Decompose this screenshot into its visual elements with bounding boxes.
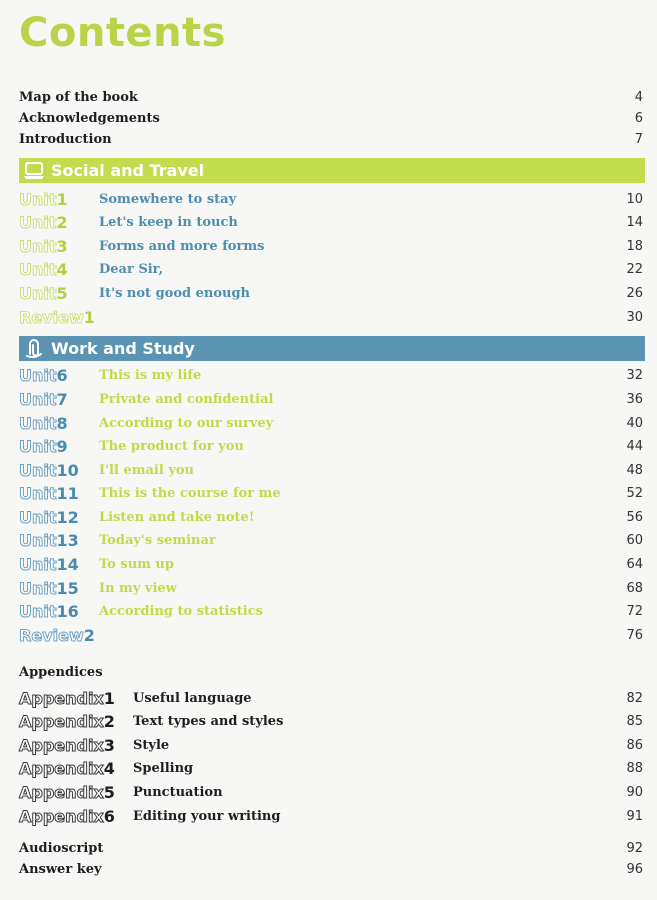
appendix-label: [19, 783, 133, 802]
toc-entry-unit-5[interactable]: [19, 283, 643, 303]
toc-entry-audioscript[interactable]: [19, 838, 643, 858]
toc-entry-unit-14[interactable]: [19, 554, 643, 574]
toc-entry-appendix-5[interactable]: [19, 782, 643, 802]
page-number: 30: [626, 309, 643, 325]
page-number: 92: [626, 840, 643, 856]
paperclip-icon: [23, 339, 45, 359]
appendix-number: 1: [103, 688, 115, 708]
unit-word: Unit: [19, 365, 57, 385]
appendix-word: Appendix: [19, 806, 104, 826]
unit-title: Somewhere to stay: [99, 191, 237, 207]
page-number: 72: [626, 603, 643, 619]
page-number: 4: [634, 89, 643, 105]
unit-label: [19, 437, 99, 456]
appendix-title: Spelling: [133, 760, 194, 776]
unit-number: 10: [56, 460, 79, 480]
unit-word: Unit: [19, 483, 57, 503]
unit-title: To sum up: [99, 556, 174, 572]
page-number: 32: [626, 367, 643, 383]
toc-entry-unit-16[interactable]: [19, 601, 643, 621]
unit-number: 5: [56, 283, 68, 303]
unit-word: Unit: [19, 554, 57, 574]
entry-label: Map of the book: [19, 89, 138, 105]
unit-title: Let's keep in touch: [99, 214, 238, 230]
appendix-label: [19, 759, 133, 778]
unit-number: 2: [56, 212, 68, 232]
unit-label: [19, 260, 99, 279]
appendix-word: Appendix: [19, 735, 104, 755]
appendix-label: [19, 689, 133, 708]
unit-word: Unit: [19, 236, 57, 256]
page-number: 22: [626, 261, 643, 277]
toc-entry-unit-13[interactable]: [19, 530, 643, 550]
toc-entry-appendix-3[interactable]: [19, 735, 643, 755]
appendix-word: Appendix: [19, 758, 104, 778]
page-number: 60: [626, 532, 643, 548]
unit-title: Private and confidential: [99, 391, 274, 407]
unit-word: Unit: [19, 507, 57, 527]
page-number: 10: [626, 191, 643, 207]
appendix-title: Useful language: [133, 690, 252, 706]
unit-word: Unit: [19, 578, 57, 598]
toc-entry-appendix-1[interactable]: [19, 688, 643, 708]
toc-entry-unit-10[interactable]: [19, 460, 643, 480]
appendix-label: [19, 807, 133, 826]
unit-word: Unit: [19, 413, 57, 433]
appendix-label: [19, 736, 133, 755]
page-number: 64: [626, 556, 643, 572]
page-number: 48: [626, 462, 643, 478]
section-title: Social and Travel: [51, 161, 205, 180]
unit-title: This is my life: [99, 367, 202, 383]
unit-title: The product for you: [99, 438, 244, 454]
appendix-number: 4: [103, 758, 115, 778]
page-number: 91: [626, 808, 643, 824]
review-number: 1: [83, 307, 95, 327]
appendix-title: Punctuation: [133, 784, 223, 800]
unit-title: This is the course for me: [99, 485, 281, 501]
page-number: 52: [626, 485, 643, 501]
unit-title: It's not good enough: [99, 285, 250, 301]
section-title: Work and Study: [51, 339, 195, 358]
entry-label: Audioscript: [19, 840, 104, 856]
unit-label: [19, 213, 99, 232]
page-title: Contents: [19, 10, 226, 56]
appendix-number: 3: [103, 735, 115, 755]
entry-label: Introduction: [19, 131, 112, 147]
page-number: 14: [626, 214, 643, 230]
appendix-word: Appendix: [19, 688, 104, 708]
toc-entry-acknowledgements[interactable]: [19, 108, 643, 128]
toc-entry-unit-7[interactable]: [19, 389, 643, 409]
unit-word: Unit: [19, 283, 57, 303]
unit-number: 13: [56, 530, 79, 550]
toc-entry-unit-4[interactable]: [19, 259, 643, 279]
appendix-number: 2: [103, 711, 115, 731]
unit-label: [19, 284, 99, 303]
toc-entry-unit-8[interactable]: [19, 413, 643, 433]
unit-word: Unit: [19, 189, 57, 209]
unit-title: Dear Sir,: [99, 261, 164, 277]
appendix-word: Appendix: [19, 782, 104, 802]
review-label: [19, 308, 99, 327]
page-number: 85: [626, 713, 643, 729]
unit-label: [19, 237, 99, 256]
unit-number: 7: [56, 389, 68, 409]
unit-number: 14: [56, 554, 79, 574]
unit-title: In my view: [99, 580, 177, 596]
unit-label: [19, 461, 99, 480]
laptop-icon: [23, 161, 45, 181]
appendix-label: [19, 712, 133, 731]
unit-number: 12: [56, 507, 79, 527]
unit-title: According to our survey: [99, 415, 274, 431]
unit-number: 9: [56, 436, 68, 456]
page-number: 6: [634, 110, 643, 126]
toc-entry-appendix-6[interactable]: [19, 806, 643, 826]
entry-label: Answer key: [19, 861, 102, 877]
appendix-title: Style: [133, 737, 170, 753]
page-number: 18: [626, 238, 643, 254]
unit-label: [19, 508, 99, 527]
unit-number: 16: [56, 601, 79, 621]
review-number: 2: [83, 625, 95, 645]
unit-word: Unit: [19, 436, 57, 456]
toc-entry-unit-3[interactable]: [19, 236, 643, 256]
toc-entry-unit-12[interactable]: [19, 507, 643, 527]
unit-label: [19, 366, 99, 385]
unit-word: Unit: [19, 530, 57, 550]
toc-entry-unit-15[interactable]: [19, 578, 643, 598]
section-heading-social-travel: [19, 158, 645, 183]
unit-label: [19, 579, 99, 598]
review-word: Review: [19, 307, 84, 327]
unit-label: [19, 190, 99, 209]
toc-entry-unit-11[interactable]: [19, 483, 643, 503]
toc-entry-unit-6[interactable]: [19, 365, 643, 385]
unit-number: 15: [56, 578, 79, 598]
page-number: 7: [634, 131, 643, 147]
toc-entry-unit-1[interactable]: [19, 189, 643, 209]
appendix-title: Text types and styles: [133, 713, 284, 729]
unit-number: 6: [56, 365, 68, 385]
appendices-heading: Appendices: [19, 665, 103, 680]
page-number: 82: [626, 690, 643, 706]
unit-word: Unit: [19, 259, 57, 279]
toc-entry-appendix-2[interactable]: [19, 711, 643, 731]
unit-title: Listen and take note!: [99, 509, 255, 525]
unit-label: [19, 555, 99, 574]
review-label: [19, 626, 99, 645]
unit-number: 8: [56, 413, 68, 433]
unit-label: [19, 414, 99, 433]
page-number: 96: [626, 861, 643, 877]
appendix-number: 6: [103, 806, 115, 826]
page-number: 88: [626, 760, 643, 776]
unit-word: Unit: [19, 601, 57, 621]
unit-title: I'll email you: [99, 462, 194, 478]
page-number: 36: [626, 391, 643, 407]
unit-number: 4: [56, 259, 68, 279]
page-number: 68: [626, 580, 643, 596]
unit-label: [19, 531, 99, 550]
page-number: 90: [626, 784, 643, 800]
page-number: 86: [626, 737, 643, 753]
unit-word: Unit: [19, 460, 57, 480]
toc-entry-review-1[interactable]: [19, 307, 643, 327]
page-number: 26: [626, 285, 643, 301]
toc-entry-review-2[interactable]: [19, 625, 643, 645]
page-number: 76: [626, 627, 643, 643]
toc-entry-answer-key[interactable]: [19, 859, 643, 879]
page-number: 40: [626, 415, 643, 431]
unit-label: [19, 484, 99, 503]
unit-title: Today's seminar: [99, 532, 216, 548]
unit-title: According to statistics: [99, 603, 263, 619]
entry-label: Acknowledgements: [19, 110, 160, 126]
toc-entry-unit-2[interactable]: [19, 212, 643, 232]
unit-title: Forms and more forms: [99, 238, 265, 254]
toc-entry-introduction[interactable]: [19, 129, 643, 149]
unit-word: Unit: [19, 389, 57, 409]
unit-word: Unit: [19, 212, 57, 232]
appendix-title: Editing your writing: [133, 808, 281, 824]
page-number: 56: [626, 509, 643, 525]
appendix-number: 5: [103, 782, 115, 802]
appendix-word: Appendix: [19, 711, 104, 731]
unit-number: 11: [56, 483, 79, 503]
section-heading-work-study: [19, 336, 645, 361]
toc-entry-appendix-4[interactable]: [19, 758, 643, 778]
page-number: 44: [626, 438, 643, 454]
review-word: Review: [19, 625, 84, 645]
toc-entry-unit-9[interactable]: [19, 436, 643, 456]
unit-label: [19, 390, 99, 409]
unit-label: [19, 602, 99, 621]
toc-entry-map[interactable]: [19, 87, 643, 107]
unit-number: 3: [56, 236, 68, 256]
unit-number: 1: [56, 189, 68, 209]
